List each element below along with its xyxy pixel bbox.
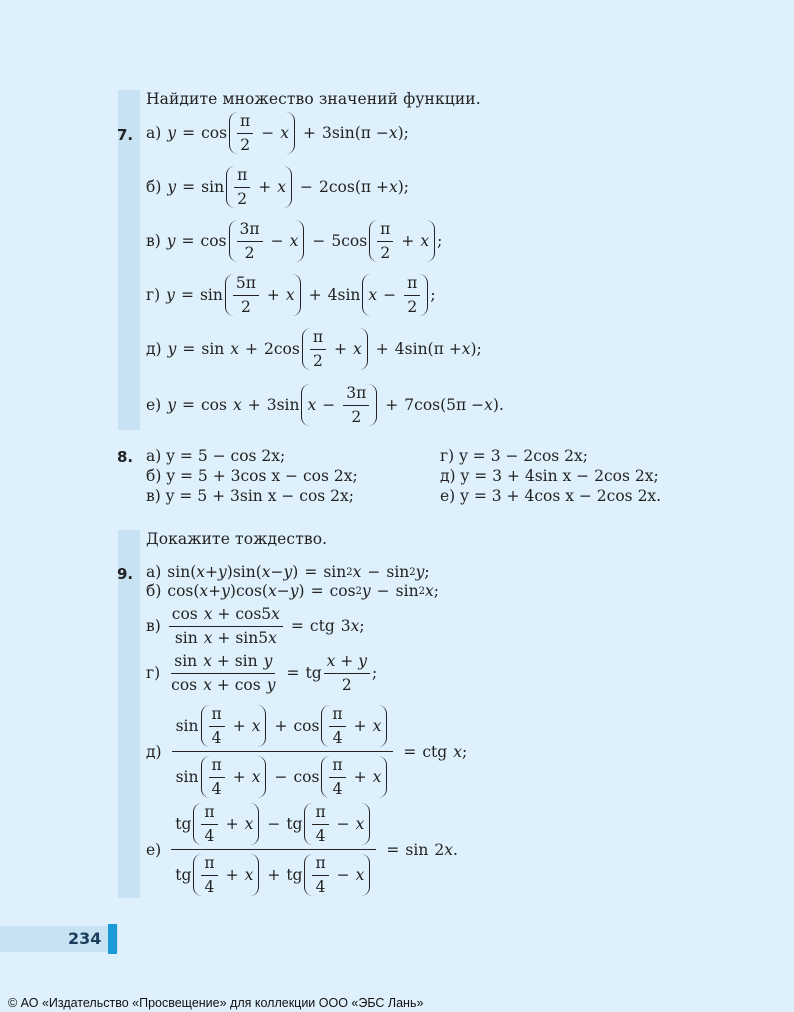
problem-number-8: 8. (117, 448, 134, 466)
problem7-g: г) y = sin $\frac{5\pi}{2}$ + x + 4sin x − $\frac{\pi}{2}$ ; (146, 274, 436, 316)
problem-number-7: 7. (117, 126, 134, 144)
problem9-v: в) $\frac{\text{cos x + cos5x}}{\text{sin x + sin5x}}$ = ctg 3 x ; (146, 605, 365, 647)
problem9-b: б) cos( x + y )cos( x − y ) = cos 2 y − sin 2 x ; (146, 582, 439, 600)
problem9-g: г) $\frac{\text{sin x + sin y}}{\text{cos x + cos y}}$ = tg $\frac{x + y}{2}$ ; (146, 652, 378, 694)
problem9-a: а) sin( x + y )sin( x − y ) = sin 2 x − sin 2 y ; (146, 563, 430, 581)
problem9-e: е) tg $\frac{\pi}{4}$ + x − tg $\frac{\pi}{4}$ − x tg $\frac{\pi}{4}$ + x + tg $\frac{\pi}{4}$ − x = sin 2 x . (146, 803, 458, 896)
problem8-g: г) y = 3 − 2cos 2x; (440, 447, 588, 465)
problem8-d: д) y = 3 + 4sin x − 2cos 2x; (440, 467, 659, 485)
problem7-e: е) y = cos x + 3sin x − $\frac{3\pi}{2}$ + 7cos(5π − x ). (146, 384, 504, 426)
section1-intro: Найдите множество значений функции. (146, 90, 481, 108)
page-number-marker (108, 924, 117, 954)
section2-intro: Докажите тождество. (146, 530, 328, 548)
copyright-footer: © АО «Издательство «Просвещение» для коллекции ООО «ЭБС Лань» (8, 996, 424, 1010)
problem8-v: в) y = 5 + 3sin x − cos 2x; (146, 487, 355, 505)
problem8-b: б) y = 5 + 3cos x − cos 2x; (146, 467, 358, 485)
page-number: 234 (68, 929, 102, 948)
problem8-e: е) y = 3 + 4cos x − 2cos 2x. (440, 487, 662, 505)
problem-number-9: 9. (117, 565, 134, 583)
problem7-b: б) y = sin $\frac{\pi}{2}$ + x − 2cos(π + x ); (146, 166, 410, 208)
problem7-v: в) y = cos $\frac{3\pi}{2}$ − x − 5cos $\frac{\pi}{2}$ + x ; (146, 220, 443, 262)
problem9-d: д) sin $\frac{\pi}{4}$ + x + cos $\frac{\pi}{4}$ + x sin $\frac{\pi}{4}$ + x − cos $\frac{\pi}{4}$ + x = ctg x ; (146, 705, 468, 798)
problem8-a: а) y = 5 − cos 2x; (146, 447, 286, 465)
problem7-d: д) y = sin x + 2cos $\frac{\pi}{2}$ + x + 4sin(π + x ); (146, 328, 482, 370)
problem7-a: а) y = cos $\frac{\pi}{2}$ − x + 3sin(π − x ); (146, 112, 409, 154)
section-bar-2 (118, 530, 140, 898)
